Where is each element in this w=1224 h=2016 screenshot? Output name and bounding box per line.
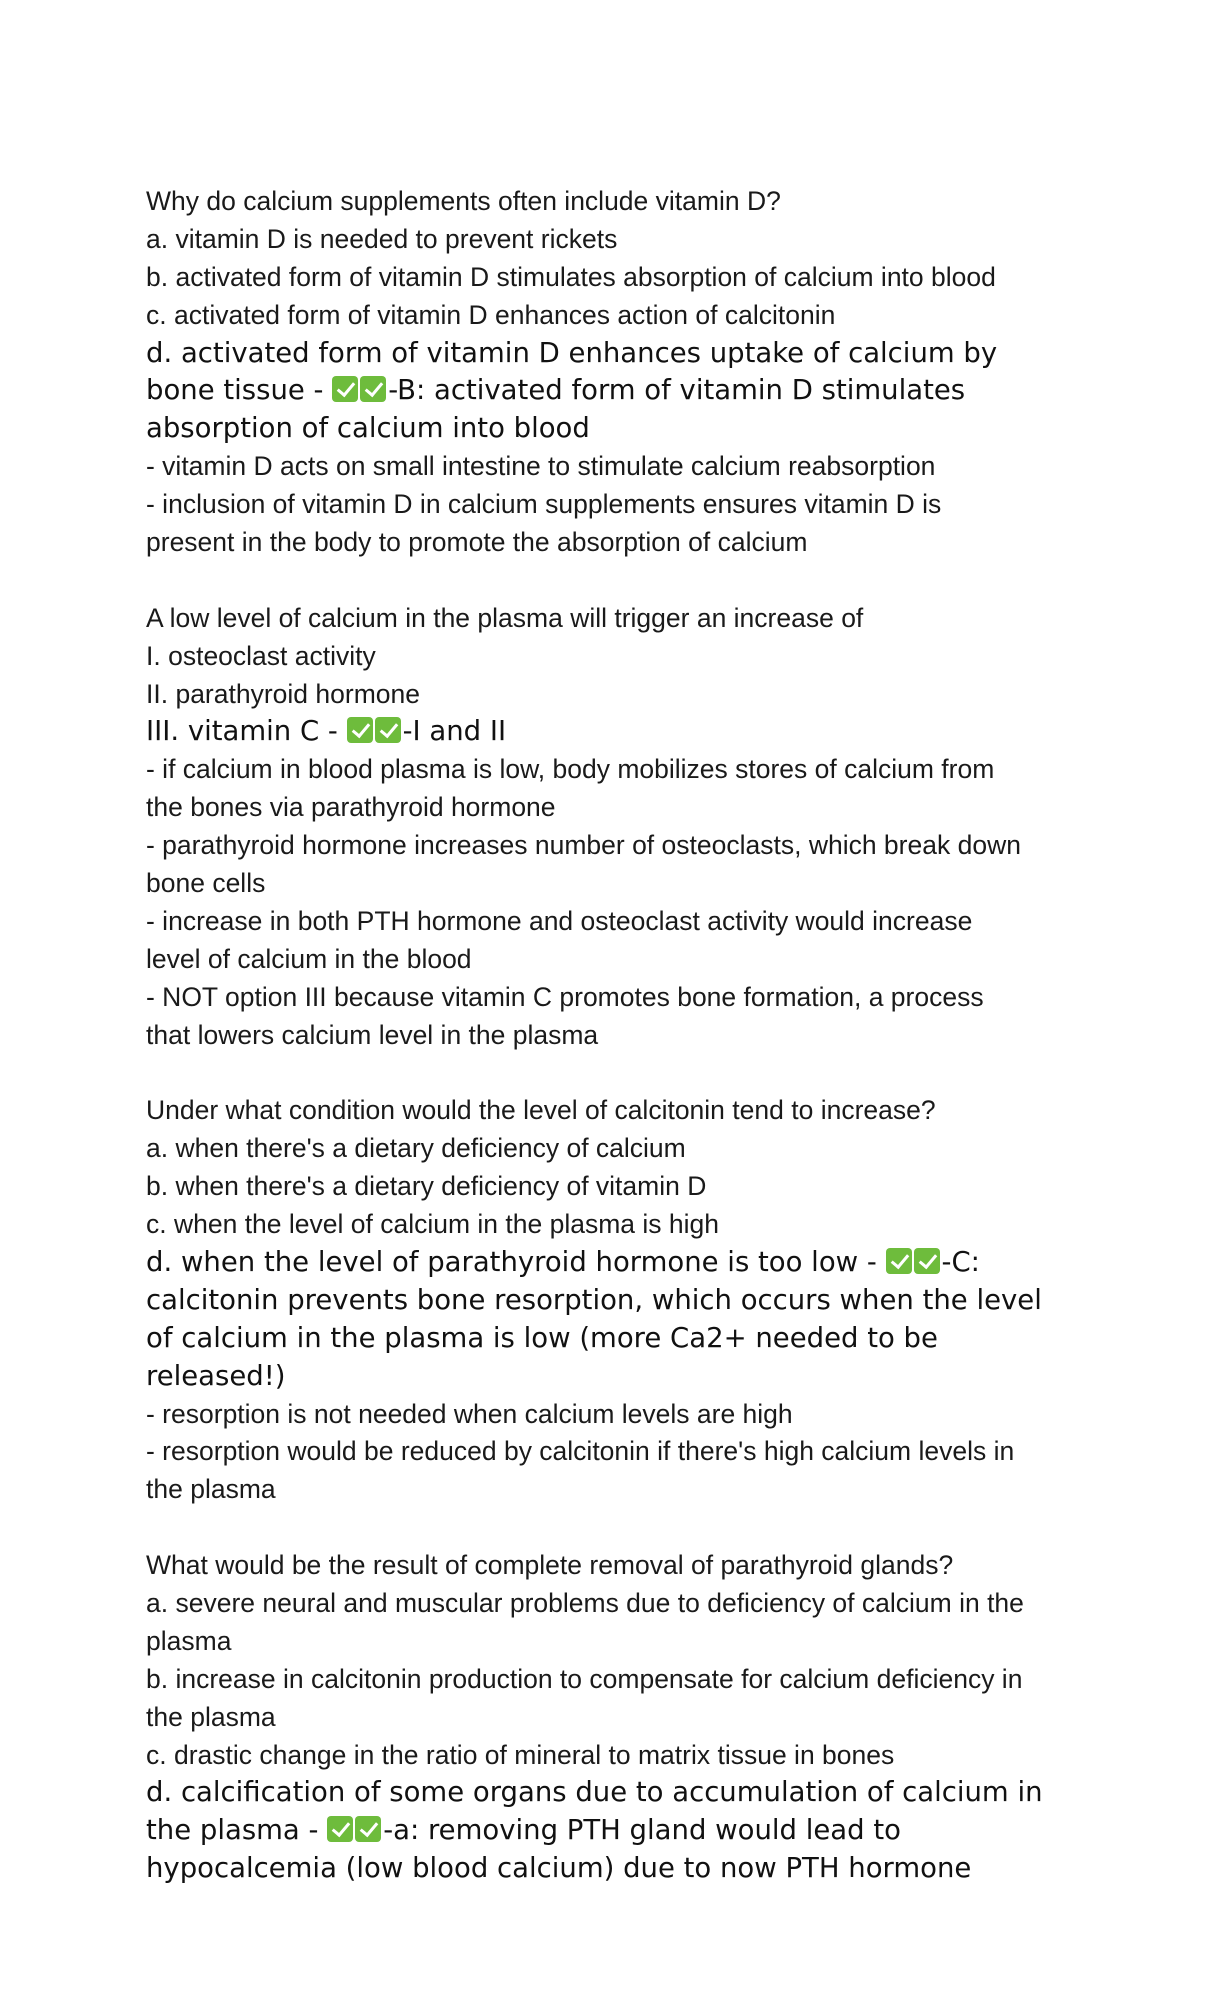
question-block-1: [146, 183, 1101, 562]
check-mark-icon: [886, 1248, 912, 1274]
option-a: a. vitamin D is needed to prevent rickets: [146, 223, 618, 254]
answer-line: [146, 713, 1101, 751]
explanation-line: - parathyroid hormone increases number of osteoclasts, which break down: [146, 830, 1021, 861]
option-b-cont: the plasma: [146, 1701, 276, 1732]
option-b: b. when there's a dietary deficiency of vitamin D: [146, 1171, 707, 1202]
answer-line: absorption of calcium into blood: [146, 412, 590, 445]
option-ii: II. parathyroid hormone: [146, 678, 420, 709]
option-b: b. activated form of vitamin D stimulates absorption of calcium into blood: [146, 261, 996, 292]
answer-line: [146, 1812, 1101, 1850]
answer-line: released!): [146, 1359, 286, 1392]
answer-text: -a: removing PTH gland would lead to: [383, 1814, 901, 1847]
check-mark-icon: [914, 1248, 940, 1274]
check-mark-icon: [347, 717, 373, 743]
document-body: [146, 183, 1101, 1888]
option-a: a. when there's a dietary deficiency of calcium: [146, 1133, 686, 1164]
answer-line: d. activated form of vitamin D enhances uptake of calcium by: [146, 336, 998, 369]
blank-line: [146, 562, 1101, 600]
explanation-line: - NOT option III because vitamin C promotes bone formation, a process: [146, 981, 984, 1012]
question-block-3: [146, 1092, 1101, 1509]
check-mark-icon: [360, 376, 386, 402]
question-text: What would be the result of complete removal of parathyroid glands?: [146, 1550, 954, 1581]
answer-line: calcitonin prevents bone resorption, which occurs when the level: [146, 1283, 1042, 1316]
option-c: c. activated form of vitamin D enhances action of calcitonin: [146, 299, 836, 330]
blank-line: [146, 1509, 1101, 1547]
answer-line: d. calcification of some organs due to accumulation of calcium in: [146, 1776, 1043, 1809]
check-mark-icon: [332, 376, 358, 402]
option-b: b. increase in calcitonin production to compensate for calcium deficiency in: [146, 1663, 1023, 1694]
answer-text: the plasma -: [146, 1814, 328, 1847]
question-text: Why do calcium supplements often include vitamin D?: [146, 186, 781, 216]
check-mark-icon: [355, 1816, 381, 1842]
option-c: c. drastic change in the ratio of mineral to matrix tissue in bones: [146, 1739, 895, 1770]
blank-line: [146, 1054, 1101, 1092]
explanation-line: - increase in both PTH hormone and osteoclast activity would increase: [146, 905, 973, 936]
option-i: I. osteoclast activity: [146, 640, 376, 671]
explanation-line: the plasma: [146, 1474, 276, 1505]
option-a: a. severe neural and muscular problems due to deficiency of calcium in the: [146, 1587, 1024, 1618]
question-text: Under what condition would the level of calcitonin tend to increase?: [146, 1095, 936, 1126]
question-block-4: [146, 1547, 1101, 1888]
answer-text: bone tissue -: [146, 374, 333, 407]
explanation-line: - resorption would be reduced by calcitonin if there's high calcium levels in: [146, 1436, 1015, 1467]
answer-line: of calcium in the plasma is low (more Ca2+ needed to be: [146, 1321, 938, 1354]
explanation-line: level of calcium in the blood: [146, 943, 472, 974]
explanation-line: that lowers calcium level in the plasma: [146, 1019, 599, 1050]
explanation-line: - vitamin D acts on small intestine to stimulate calcium reabsorption: [146, 451, 936, 482]
check-mark-icon: [327, 1816, 353, 1842]
answer-text: III. vitamin C -: [146, 715, 347, 748]
answer-text: -I and II: [402, 715, 507, 748]
explanation-line: bone cells: [146, 868, 266, 899]
answer-line: [146, 372, 1101, 410]
option-c: c. when the level of calcium in the plasma is high: [146, 1209, 719, 1240]
explanation-line: - if calcium in blood plasma is low, body mobilizes stores of calcium from: [146, 754, 995, 785]
option-a-cont: plasma: [146, 1625, 232, 1656]
answer-text: -C:: [941, 1245, 980, 1278]
explanation-line: - resorption is not needed when calcium levels are high: [146, 1398, 793, 1429]
answer-line: hypocalcemia (low blood calcium) due to now PTH hormone: [146, 1852, 972, 1885]
answer-line: [146, 1244, 1101, 1282]
check-mark-icon: [375, 717, 401, 743]
explanation-line: present in the body to promote the absorption of calcium: [146, 527, 808, 558]
question-text: A low level of calcium in the plasma will trigger an increase of: [146, 602, 864, 633]
explanation-line: the bones via parathyroid hormone: [146, 792, 556, 823]
answer-text: -B: activated form of vitamin D stimulates: [388, 374, 966, 407]
explanation-line: - inclusion of vitamin D in calcium supplements ensures vitamin D is: [146, 489, 942, 520]
question-block-2: [146, 600, 1101, 1055]
answer-text: d. when the level of parathyroid hormone is too low -: [146, 1245, 886, 1278]
